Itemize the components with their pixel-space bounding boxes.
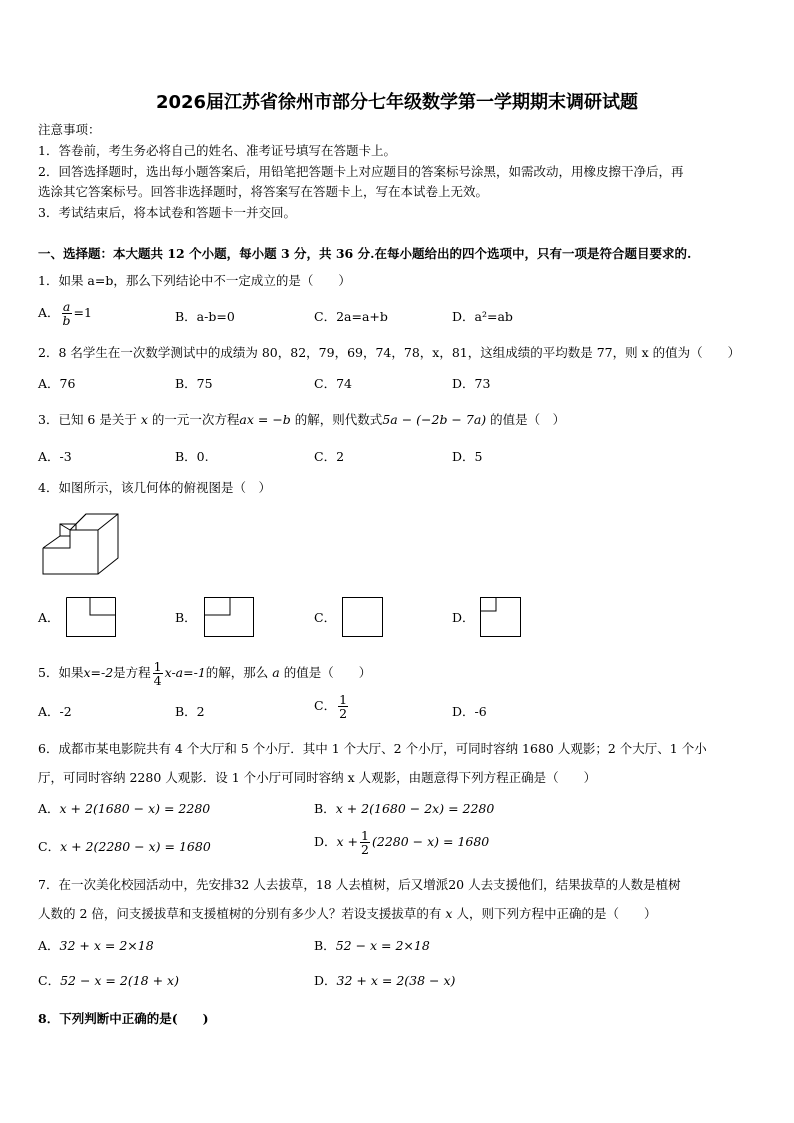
q1-option-c: C．2a=a+b	[314, 309, 388, 324]
q4-option-b-figure	[204, 597, 254, 637]
question-4-stem: 4．如图所示，该几何体的俯视图是（ ）	[38, 480, 271, 495]
q6-option-a: A．x + 2(1680 − x) = 2280	[38, 801, 211, 816]
q6-option-d: D．x + $\frac{1}{2}$ (2280 − x) = 1680	[314, 828, 490, 857]
q6-option-b: B．x + 2(1680 − 2x) = 2280	[314, 801, 495, 816]
q4-option-a: A．	[38, 610, 60, 625]
q1-option-a: A． $\frac{a}{b}$ =1	[38, 299, 92, 328]
question-6-stem-line-2: 厅，可同时容纳 2280 人观影．设 1 个小厅可同时容纳 x 人观影，由题意得下列方程正确是（ ）	[38, 770, 597, 785]
q4-option-d-figure	[480, 597, 522, 637]
q4-option-c-figure	[342, 597, 384, 637]
notice-heading: 注意事项：	[38, 122, 101, 137]
q6-option-c: C．x + 2(2280 − x) = 1680	[38, 839, 211, 854]
q2-option-a: A．76	[38, 376, 76, 391]
q1-option-b: B．a-b=0	[175, 309, 235, 324]
q4-option-c: C．	[314, 610, 337, 625]
notice-item-1: 1．答卷前，考生务必将自己的姓名、准考证号填写在答题卡上。	[38, 143, 396, 158]
notice-item-2-cont: 选涂其它答案标号。回答非选择题时，将答案写在答题卡上，写在本试卷上无效。	[38, 184, 489, 199]
q5-option-b: B．2	[175, 704, 205, 719]
q4-option-a-figure	[66, 597, 116, 637]
q5-option-a: A．-2	[38, 704, 72, 719]
q7-option-a: A．32 + x = 2×18	[38, 938, 154, 953]
q7-option-c: C．52 − x = 2(18 + x)	[38, 973, 179, 988]
q2-option-c: C．74	[314, 376, 352, 391]
q3-option-d: D．5	[452, 449, 483, 464]
question-7-stem-line-2: 人数的 2 倍，问支援拔草和支援植树的分别有多少人？若设支援拔草的有 x 人，则下列方程中正确的是（ ）	[38, 906, 657, 921]
notice-item-2: 2．回答选择题时，选出每小题答案后，用铅笔把答题卡上对应题目的答案标号涂黑，如需改动，用橡皮擦干净后，再	[38, 164, 684, 179]
q4-option-d: D．	[452, 610, 475, 625]
question-1-stem: 1．如果 a=b，那么下列结论中不一定成立的是（ ）	[38, 273, 351, 288]
solid-figure	[40, 510, 122, 578]
q5-option-c: C． $\frac{1}{2}$	[314, 692, 348, 721]
page-title: 2026届江苏省徐州市部分七年级数学第一学期期末调研试题	[155, 92, 639, 113]
q2-option-b: B．75	[175, 376, 213, 391]
question-7-stem-line-1: 7．在一次美化校园活动中，先安排32 人去拔草，18 人去植树，后又增派20 人去支援他们，结果拔草的人数是植树	[38, 877, 681, 892]
question-6-stem-line-1: 6．成都市某电影院共有 4 个大厅和 5 个小厅．其中 1 个大厅、2 个小厅，可同时容纳 1680 人观影；2 个大厅、1 个小	[38, 741, 707, 756]
q3-option-b: B．0.	[175, 449, 209, 464]
q3-option-a: A．-3	[38, 449, 72, 464]
question-5-stem: 5．如果x=-2是方程 $\frac{1}{4}$ x-a=-1的解，那么 a 的值是（ ）	[38, 659, 372, 688]
q4-option-b: B．	[175, 610, 197, 625]
section-heading: 一、选择题：本大题共 12 个小题，每小题 3 分，共 36 分.在每小题给出的四个选项中，只有一项是符合题目要求的.	[38, 246, 692, 261]
q7-option-b: B．52 − x = 2×18	[314, 938, 430, 953]
q7-option-d: D．32 + x = 2(38 − x)	[314, 973, 456, 988]
question-8-stem: 8．下列判断中正确的是( )	[38, 1011, 209, 1026]
q5-option-d: D．-6	[452, 704, 487, 719]
question-2-stem: 2．8 名学生在一次数学测试中的成绩为 80，82，79，69，74，78，x，81，这组成绩的平均数是 77，则 x 的值为（ ）	[38, 345, 741, 360]
q1-option-d: D．a²=ab	[452, 309, 513, 324]
q3-option-c: C．2	[314, 449, 345, 464]
notice-item-3: 3．考试结束后，将本试卷和答题卡一并交回。	[38, 205, 296, 220]
q2-option-d: D．73	[452, 376, 491, 391]
question-3-stem: 3．已知 6 是关于 x 的一元一次方程ax = −b 的解，则代数式5a − (−2b − 7a) 的值是（ ）	[38, 412, 566, 427]
